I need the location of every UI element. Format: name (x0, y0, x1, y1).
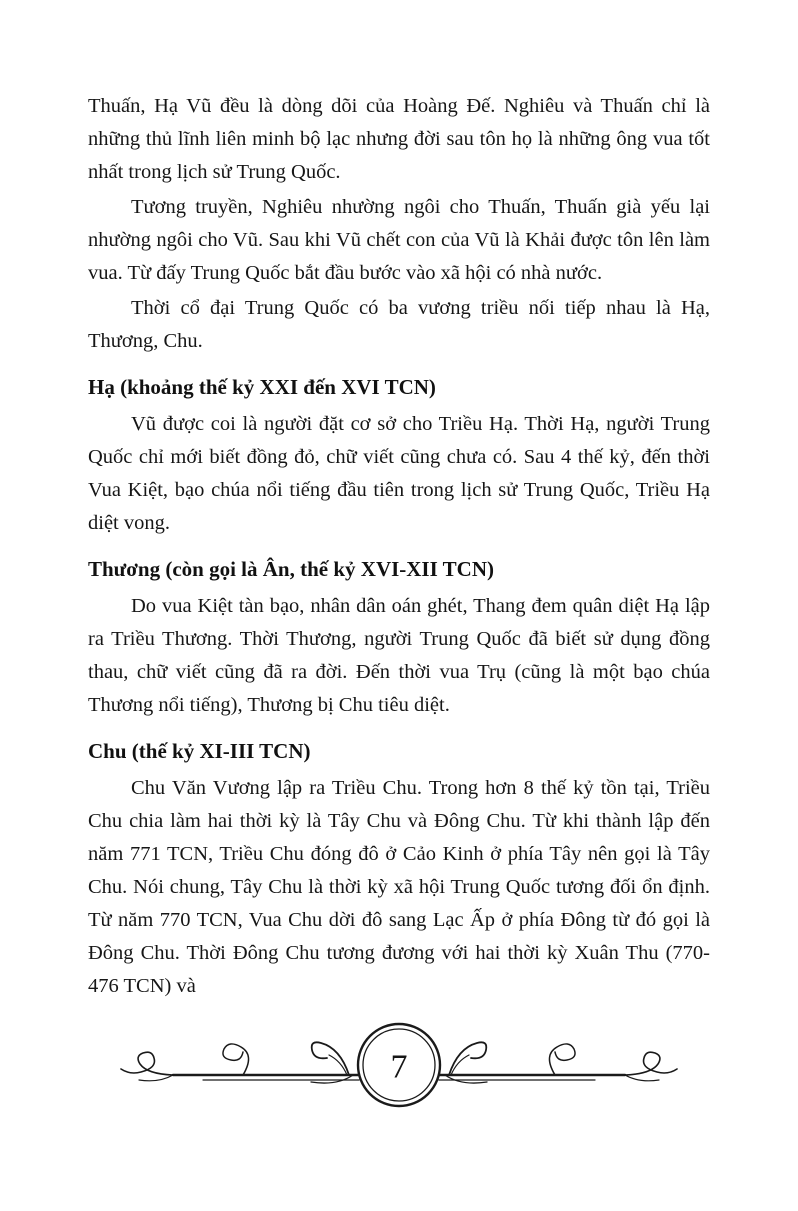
paragraph: Tương truyền, Nghiêu nhường ngôi cho Thuấn, Thuấn già yếu lại nhường ngôi cho Vũ. Sau khi Vũ chết con của Vũ là Khải được tôn lên làm vua. Từ đấy Trung Quốc bắt đầu bước vào xã hội có nhà nước. (88, 196, 710, 284)
flourish-divider-icon (119, 1011, 679, 1123)
page-footer-ornament (88, 1011, 710, 1123)
paragraph: Chu Văn Vương lập ra Triều Chu. Trong hơn 8 thế kỷ tồn tại, Triều Chu chia làm hai thời kỳ là Tây Chu và Đông Chu. Từ khi thành lập đến năm 771 TCN, Triều Chu đóng đô ở Cảo Kinh ở phía Tây nên gọi là Tây Chu. Nói chung, Tây Chu là thời kỳ xã hội Trung Quốc tương đối ổn định. Từ năm 770 TCN, Vua Chu dời đô sang Lạc Ấp ở phía Đông từ đó gọi là Đông Chu. Thời Đông Chu tương đương với hai thời kỳ Xuân Thu (770-476 TCN) và (88, 777, 710, 997)
section-heading-ha: Hạ (khoảng thế kỷ XXI đến XVI TCN) (88, 375, 436, 399)
paragraph-continuation: Thuấn, Hạ Vũ đều là dòng dõi của Hoàng Đế. Nghiêu và Thuấn chỉ là những thủ lĩnh liên minh bộ lạc nhưng đời sau tôn họ là những ông vua tốt nhất trong lịch sử Trung Quốc. (88, 95, 710, 183)
section-heading-chu: Chu (thế kỷ XI-III TCN) (88, 739, 311, 763)
section-heading-thuong: Thương (còn gọi là Ân, thế kỷ XVI-XII TCN) (88, 557, 494, 581)
paragraph: Vũ được coi là người đặt cơ sở cho Triều Hạ. Thời Hạ, người Trung Quốc chỉ mới biết đồng đỏ, chữ viết cũng chưa có. Sau 4 thế kỷ, đến thời Vua Kiệt, bạo chúa nổi tiếng đầu tiên trong lịch sử Trung Quốc, Triều Hạ diệt vong. (88, 413, 710, 534)
paragraph: Do vua Kiệt tàn bạo, nhân dân oán ghét, Thang đem quân diệt Hạ lập ra Triều Thương. Thời Thương, người Trung Quốc đã biết sử dụng đồng thau, chữ viết cũng đã ra đời. Đến thời vua Trụ (cũng là một bạo chúa Thương nổi tiếng), Thương bị Chu tiêu diệt. (88, 595, 710, 716)
paragraph: Thời cổ đại Trung Quốc có ba vương triều nối tiếp nhau là Hạ, Thương, Chu. (88, 297, 710, 352)
page-number: 7 (390, 1048, 408, 1086)
